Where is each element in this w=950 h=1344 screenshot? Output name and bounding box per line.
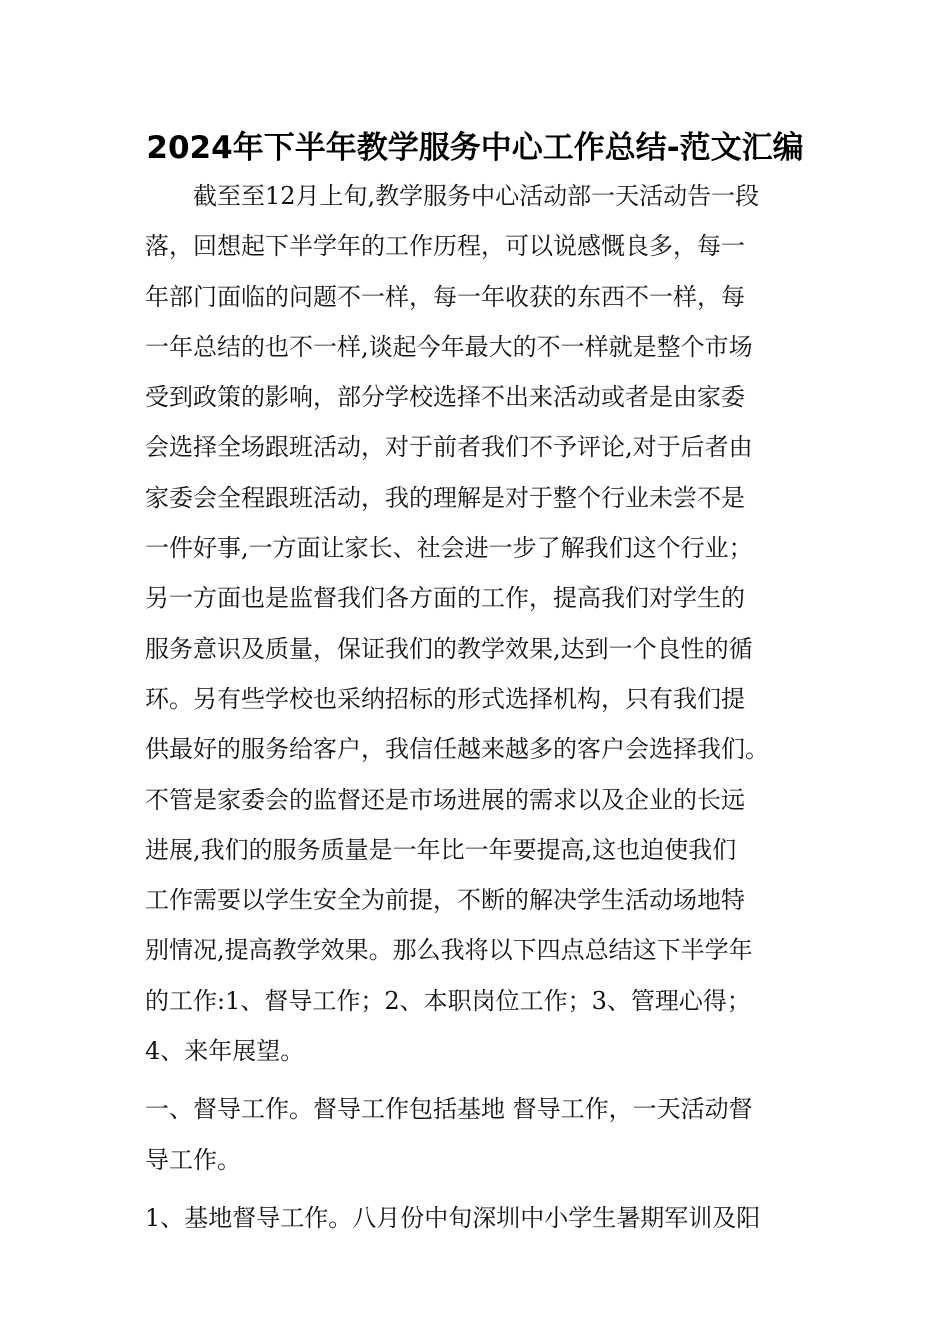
document-body — [145, 171, 815, 1243]
paragraph-line: 家委会全程跟班活动，我的理解是对于整个行业未尝不是 — [145, 483, 745, 512]
paragraph-line: 一年总结的也不一样,谈起今年最大的不一样就是整个市场 — [145, 332, 753, 361]
paragraph-line: 截至至12月上旬,教学服务中心活动部一天活动告一段 — [193, 182, 760, 210]
paragraph-gap — [145, 1185, 815, 1193]
paragraph-2 — [145, 1084, 815, 1185]
paragraph-line: 工作需要以学生安全为前提，不断的解决学生活动场地特 — [145, 886, 745, 915]
paragraph-line: 一件好事,一方面让家长、社会进一步了解我们这个行业； — [145, 534, 753, 563]
paragraph-line: 导工作。 — [145, 1145, 241, 1174]
paragraph-line: 服务意识及质量，保证我们的教学效果,达到一个良性的循 — [145, 634, 753, 663]
paragraph-line: 4、来年展望。 — [145, 1037, 305, 1066]
paragraph-line: 受到政策的影响，部分学校选择不出来活动或者是由家委 — [145, 383, 745, 412]
paragraph-line: 一、督导工作。督导工作包括基地 督导工作，一天活动督 — [145, 1095, 753, 1124]
paragraph-line: 环。另有些学校也采纳招标的形式选择机构，只有我们提 — [145, 684, 745, 713]
paragraph-line: 会选择全场跟班活动，对于前者我们不予评论,对于后者由 — [145, 433, 753, 462]
paragraph-3 — [145, 1193, 815, 1243]
paragraph-1 — [145, 171, 815, 1076]
paragraph-gap — [145, 1076, 815, 1084]
paragraph-line: 进展,我们的服务质量是一年比一年要提高,这也迫使我们 — [145, 835, 737, 864]
paragraph-line: 年部门面临的问题不一样，每一年收获的东西不一样，每 — [145, 282, 745, 311]
paragraph-line: 别情况,提高教学效果。那么我将以下四点总结这下半学年 — [145, 936, 753, 965]
paragraph-line: 的工作:1、督导工作；2、本职岗位工作；3、管理心得； — [145, 986, 751, 1015]
paragraph-line: 不管是家委会的监督还是市场进展的需求以及企业的长远 — [145, 785, 745, 814]
paragraph-line: 供最好的服务给客户，我信任越来越多的客户会选择我们。 — [145, 735, 769, 764]
document-title: 2024年下半年教学服务中心工作总结-范文汇编 — [146, 130, 804, 166]
paragraph-line: 另一方面也是监督我们各方面的工作，提高我们对学生的 — [145, 584, 745, 613]
paragraph-line: 落，回想起下半学年的工作历程，可以说感慨良多，每一 — [145, 232, 745, 261]
paragraph-line: 1、基地督导工作。八月份中旬深圳中小学生暑期军训及阳 — [145, 1203, 761, 1232]
